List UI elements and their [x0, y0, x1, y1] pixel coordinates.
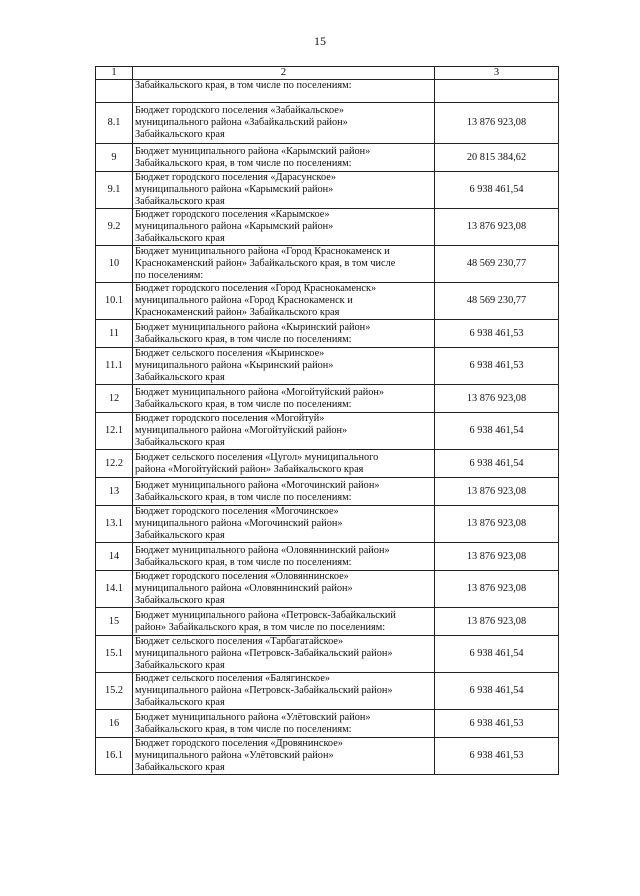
table-row — [96, 144, 559, 172]
row-name-line: Бюджет городского поселения «Дарасунское» — [135, 172, 337, 183]
row-name-line: Бюджет муниципального района «Город Краснокаменск и — [135, 246, 390, 257]
row-name-line: Забайкальского края, в том числе по поселениям: — [135, 556, 352, 568]
row-name-line: муниципального района «Улётовский район» — [135, 750, 334, 761]
row-name — [133, 144, 435, 172]
row-amount: 6 938 461,54 — [435, 172, 559, 209]
continuation-row — [96, 80, 559, 103]
row-amount: 6 938 461,54 — [435, 636, 559, 673]
row-amount: 13 876 923,08 — [435, 571, 559, 608]
row-name — [133, 450, 435, 478]
row-name-line: Бюджет городского поселения «Могойтуй» — [135, 413, 325, 424]
row-name-line: Забайкальского края — [135, 595, 225, 606]
table-row — [96, 478, 559, 506]
row-name — [133, 710, 435, 738]
row-amount: 13 876 923,08 — [435, 608, 559, 636]
table-row — [96, 571, 559, 608]
row-name — [133, 571, 435, 608]
table-row — [96, 506, 559, 543]
row-name-line: Бюджет сельского поселения «Кыринское» — [135, 348, 325, 359]
row-name — [133, 209, 435, 246]
row-amount: 13 876 923,08 — [435, 209, 559, 246]
row-name-line: Забайкальского края — [135, 372, 225, 383]
row-name-line: Бюджет муниципального района «Могойтуйский район» — [135, 386, 385, 398]
row-name — [133, 103, 435, 144]
row-name — [133, 673, 435, 710]
row-name-line: Забайкальского края, в том числе по поселениям: — [135, 333, 352, 345]
row-number: 11 — [96, 320, 133, 348]
row-name — [133, 320, 435, 348]
table-row — [96, 636, 559, 673]
row-amount: 6 938 461,53 — [435, 710, 559, 738]
row-number: 10.1 — [96, 283, 133, 320]
row-amount: 13 876 923,08 — [435, 385, 559, 413]
row-amount: 6 938 461,54 — [435, 673, 559, 710]
row-name-line: муниципального района «Могочинский район» — [135, 518, 343, 529]
row-number: 15.2 — [96, 673, 133, 710]
row-name-line: Забайкальского края, в том числе по поселениям: — [135, 157, 352, 169]
row-name-line: муниципального района «Могойтуйский район» — [135, 425, 348, 436]
budget-table — [95, 66, 559, 775]
row-amount: 20 815 384,62 — [435, 144, 559, 172]
row-name — [133, 348, 435, 385]
row-name — [133, 172, 435, 209]
row-name-line: Бюджет муниципального района «Улётовский район» — [135, 711, 371, 723]
row-name-line: муниципального района «Петровск-Забайкальский район» — [135, 685, 393, 696]
table-row — [96, 738, 559, 775]
row-name-line: Бюджет городского поселения «Город Краснокаменск» — [135, 283, 377, 294]
row-name-line: Бюджет городского поселения «Карымское» — [135, 209, 330, 220]
row-name-line: Забайкальского края — [135, 530, 225, 541]
row-amount: 48 569 230,77 — [435, 283, 559, 320]
row-name-line: Забайкальского края, в том числе по поселениям: — [135, 723, 352, 735]
row-name-line: по поселениям: — [135, 270, 204, 281]
row-number: 13 — [96, 478, 133, 506]
table-row — [96, 673, 559, 710]
row-name-line: Бюджет муниципального района «Карымский район» — [135, 145, 371, 157]
row-number: 12.1 — [96, 413, 133, 450]
row-amount: 48 569 230,77 — [435, 246, 559, 283]
row-name-line: Бюджет городского поселения «Оловяннинское» — [135, 571, 349, 582]
row-number: 8.1 — [96, 103, 133, 144]
row-number: 13.1 — [96, 506, 133, 543]
table-row — [96, 413, 559, 450]
row-number: 14 — [96, 543, 133, 571]
row-number: 15.1 — [96, 636, 133, 673]
row-number: 9.2 — [96, 209, 133, 246]
row-amount: 6 938 461,54 — [435, 413, 559, 450]
row-number: 15 — [96, 608, 133, 636]
table-row — [96, 209, 559, 246]
header-col-number: 1 — [96, 67, 133, 80]
row-name — [133, 413, 435, 450]
row-name-line: муниципального района «Кыринский район» — [135, 360, 334, 371]
table-row — [96, 348, 559, 385]
row-amount: 13 876 923,08 — [435, 506, 559, 543]
row-name — [133, 506, 435, 543]
row-name-line: муниципального района «Карымский район» — [135, 184, 334, 195]
page-number: 15 — [314, 34, 326, 48]
table-header-row — [96, 67, 559, 80]
row-name-line: Забайкальского края — [135, 697, 225, 708]
row-name-line: Забайкальского края, в том числе по поселениям: — [135, 398, 352, 410]
row-amount: 6 938 461,53 — [435, 320, 559, 348]
row-name-line: Бюджет муниципального района «Кыринский район» — [135, 321, 371, 333]
row-amount: 6 938 461,53 — [435, 738, 559, 775]
row-name-line: Забайкальского края — [135, 660, 225, 671]
row-amount: 6 938 461,53 — [435, 348, 559, 385]
row-name-line: Забайкальского края — [135, 196, 225, 207]
row-name — [133, 543, 435, 571]
table-row — [96, 103, 559, 144]
row-name — [133, 246, 435, 283]
row-name-line: района «Могойтуйский район» Забайкальского края — [135, 463, 364, 475]
row-name-line: муниципального района «Петровск-Забайкальский район» — [135, 648, 393, 659]
row-name-line: Бюджет муниципального района «Оловяннинский район» — [135, 544, 390, 556]
row-name — [133, 608, 435, 636]
row-name-line: Бюджет городского поселения «Забайкальское» — [135, 105, 344, 116]
row-name-line: муниципального района «Забайкальский район» — [135, 117, 348, 128]
row-name-line: Забайкальского края — [135, 233, 225, 244]
header-col-name: 2 — [133, 67, 435, 80]
row-name-line: Бюджет муниципального района «Петровск-Забайкальский — [135, 609, 396, 621]
row-number: 12 — [96, 385, 133, 413]
row-name — [133, 478, 435, 506]
continuation-amount-cell — [435, 80, 559, 103]
row-number: 11.1 — [96, 348, 133, 385]
row-number: 16.1 — [96, 738, 133, 775]
row-name-line: Бюджет сельского поселения «Цугол» муниципального — [135, 451, 379, 463]
row-name-line: Бюджет городского поселения «Могочинское» — [135, 506, 339, 517]
row-name-line: Забайкальского края — [135, 129, 225, 140]
row-name-line: Забайкальского края — [135, 437, 225, 448]
row-number: 12.2 — [96, 450, 133, 478]
row-amount: 13 876 923,08 — [435, 103, 559, 144]
row-name-line: Краснокаменский район» Забайкальского края, в том числе — [135, 258, 396, 269]
table-row — [96, 450, 559, 478]
row-name — [133, 283, 435, 320]
table-row — [96, 543, 559, 571]
header-col-amount: 3 — [435, 67, 559, 80]
row-amount: 13 876 923,08 — [435, 478, 559, 506]
row-name-line: Бюджет городского поселения «Дровянинское» — [135, 738, 343, 749]
row-name-line: муниципального района «Карымский район» — [135, 221, 334, 232]
row-name-line: район» Забайкальского края, в том числе по поселениям: — [135, 621, 386, 633]
row-name-line: Бюджет сельского поселения «Тарбагатайское» — [135, 636, 344, 647]
table-row — [96, 710, 559, 738]
table-row — [96, 246, 559, 283]
row-name-line: Краснокаменский район» Забайкальского края — [135, 307, 340, 318]
row-name-line: Бюджет сельского поселения «Балягинское» — [135, 673, 331, 684]
row-name — [133, 385, 435, 413]
table-row — [96, 608, 559, 636]
row-amount: 13 876 923,08 — [435, 543, 559, 571]
row-name-line: Забайкальского края, в том числе по поселениям: — [135, 491, 352, 503]
row-amount: 6 938 461,54 — [435, 450, 559, 478]
row-name — [133, 738, 435, 775]
row-name-line: Бюджет муниципального района «Могочинский район» — [135, 479, 380, 491]
row-number: 16 — [96, 710, 133, 738]
table-row — [96, 385, 559, 413]
row-number: 9.1 — [96, 172, 133, 209]
row-number: 10 — [96, 246, 133, 283]
row-number: 14.1 — [96, 571, 133, 608]
row-name-line: муниципального района «Оловяннинский район» — [135, 583, 353, 594]
continuation-number-cell — [96, 80, 133, 103]
table-row — [96, 172, 559, 209]
row-name — [133, 636, 435, 673]
table-row — [96, 283, 559, 320]
row-name-line: муниципального района «Город Краснокаменск и — [135, 295, 353, 306]
table-row — [96, 320, 559, 348]
row-name-line: Забайкальского края — [135, 762, 225, 773]
continuation-text: Забайкальского края, в том числе по поселениям: — [133, 80, 435, 103]
row-number: 9 — [96, 144, 133, 172]
